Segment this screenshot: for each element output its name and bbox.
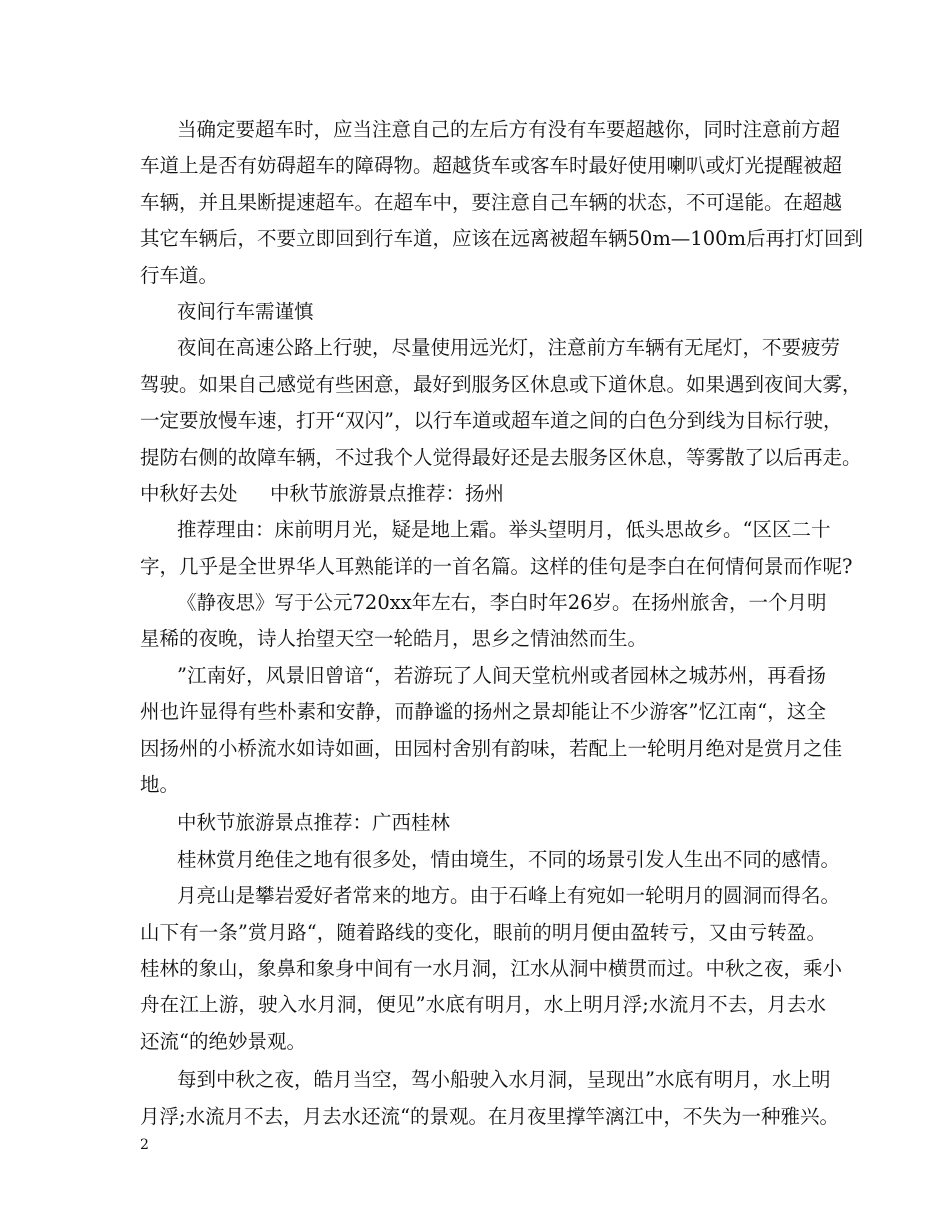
section-heading: 中秋节旅游景点推荐：扬州 — [270, 481, 505, 505]
body-text-line: 月亮山是攀岩爱好者常来的地方。由于石峰上有宛如一轮明月的圆洞而得名。 — [177, 884, 841, 908]
body-text-line: 提防右侧的故障车辆，不过我个人觉得最好还是去服务区休息，等雾散了以后再走。 — [140, 445, 862, 469]
body-text-line: 夜间在高速公路上行驶，尽量使用远光灯，注意前方车辆有无尾灯，不要疲劳 — [177, 336, 841, 360]
body-text-line: 地。 — [140, 773, 180, 797]
body-text-line: 推荐理由：床前明月光，疑是地上霜。举头望明月，低头思故乡。“区区二十 — [177, 518, 831, 542]
body-text-line: 当确定要超车时，应当注意自己的左后方有没有车要超越你，同时注意前方超 — [177, 118, 841, 141]
body-text-line: 《静夜思》写于公元720xx年左右，李白时年26岁。在扬州旅舍，一个月明 — [177, 591, 827, 615]
body-text-line: 每到中秋之夜，皓月当空，驾小船驶入水月洞，呈现出”水底有明月，水上明 — [177, 1068, 831, 1092]
body-text-line: 行车道。 — [140, 263, 219, 287]
body-text-line: 驾驶。如果自己感觉有些困意，最好到服务区休息或下道休息。如果遇到夜间大雾， — [140, 372, 862, 396]
body-text-line: 车道上是否有妨碍超车的障碍物。超越货车或客车时最好使用喇叭或灯光提醒被超 — [140, 154, 843, 178]
section-heading: 中秋节旅游景点推荐：广西桂林 — [177, 811, 451, 835]
body-text-line: 字，几乎是全世界华人耳熟能详的一首名篇。这样的佳句是李白在何情何景而作呢? — [140, 554, 853, 578]
body-text-line: 月浮;水流月不去，月去水还流“的景观。在月夜里撑竿漓江中，不失为一种雅兴。 — [140, 1104, 840, 1128]
document-body — [140, 112, 864, 1135]
body-text-line: 还流“的绝妙景观。 — [140, 1029, 306, 1053]
body-text-line: 因扬州的小桥流水如诗如画，田园村舍别有韵味，若配上一轮明月绝对是赏月之佳 — [140, 736, 843, 760]
body-text-line: 一定要放慢车速，打开“双闪”，以行车道或超车道之间的白色分到线为目标行驶， — [140, 409, 843, 433]
body-text-line: 桂林赏月绝佳之地有很多处，情由境生，不同的场景引发人生出不同的感情。 — [177, 847, 841, 871]
section-heading: 中秋好去处 — [140, 481, 238, 505]
body-text-line: ”江南好，风景旧曾谙“，若游玩了人间天堂杭州或者园林之城苏州，再看扬 — [177, 663, 826, 687]
body-text-line: 车辆，并且果断提速超车。在超车中，要注意自己车辆的状态，不可逞能。在超越 — [140, 190, 843, 214]
body-text-line: 州也许显得有些朴素和安静，而静谧的扬州之景却能让不少游客”忆江南“，这全 — [140, 700, 826, 724]
section-heading: 夜间行车需谨慎 — [177, 299, 314, 323]
body-text-line: 其它车辆后，不要立即回到行车道，应该在远离被超车辆50m—100m后再打灯回到 — [140, 227, 864, 251]
body-text-line: 星稀的夜晚，诗人抬望天空一轮皓月，思乡之情油然而生。 — [140, 627, 648, 651]
body-text-line: 桂林的象山，象鼻和象身中间有一水月洞，江水从洞中横贯而过。中秋之夜，乘小 — [140, 956, 843, 980]
body-text-line: 山下有一条”赏月路“，随着路线的变化，眼前的明月便由盈转亏，又由亏转盈。 — [140, 920, 826, 944]
body-text-line: 舟在江上游，驶入水月洞，便见”水底有明月，水上明月浮;水流月不去，月去水 — [140, 993, 826, 1017]
section-heading-row — [140, 476, 826, 512]
page-number: 2 — [140, 1137, 149, 1153]
